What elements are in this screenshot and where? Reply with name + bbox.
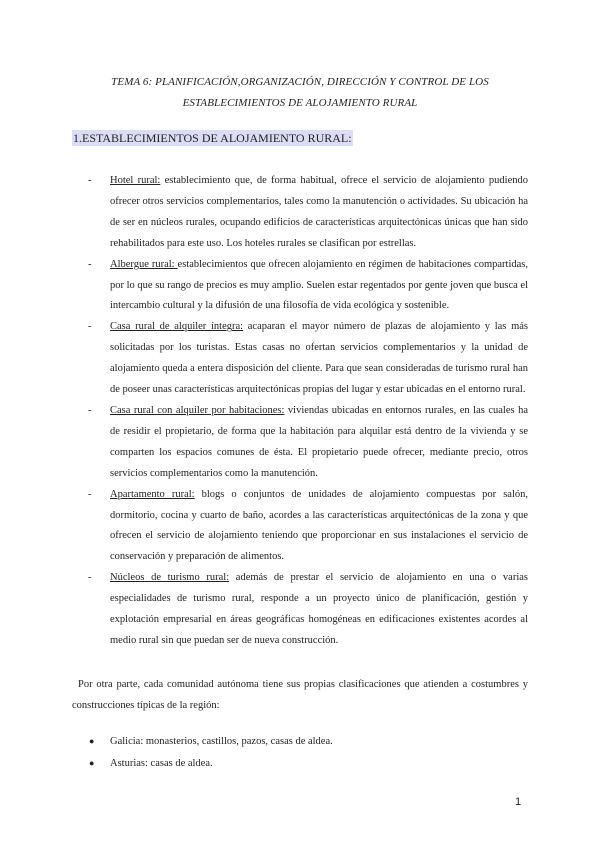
type-term: Casa rural de alquiler íntegra: — [110, 321, 244, 333]
dash-marker: - — [88, 321, 92, 333]
type-term: Apartamento rural: — [110, 488, 195, 500]
type-description: viviendas ubicadas en entornos rurales, en las cuales ha de residir el propietario, de forma que la habitación para alquilar está dentro de la vivienda y se comparten los espacios comunes de ésta. El propietario puede ofrecer, mediante precio, otros servicios complementarios como la manutención. — [110, 404, 528, 479]
dash-marker: - — [88, 175, 92, 186]
region-text: Galicia: monasterios, castillos, pazos, casas de aldea. — [110, 736, 333, 747]
list-item — [88, 731, 528, 753]
type-term: Casa rural con alquiler por habitaciones: — [110, 404, 285, 416]
intro-paragraph: Por otra parte, cada comunidad autónoma tiene sus propias clasificaciones que atienden a costumbres y construcciones típicas de la región: — [72, 679, 528, 711]
title-line-2: ESTABLECIMIENTOS DE ALOJAMIENTO RURAL — [182, 97, 418, 109]
list-item — [88, 568, 528, 652]
bullet-icon: ● — [89, 757, 95, 768]
type-term: Núcleos de turismo rural: — [110, 572, 230, 584]
list-item — [88, 255, 528, 318]
section-heading: 1.ESTABLECIMIENTOS DE ALOJAMIENTO RURAL: — [73, 131, 352, 145]
type-description: establecimientos que ofrecen alojamiento en régimen de habitaciones compartidas, por lo que su rango de precios es muy amplio. Suelen estar regentados por gente joven que busca el intercambio cultural y la difusión de una filosofía de vida ecológica y sostenible. — [110, 258, 528, 312]
type-description: establecimiento que, de forma habitual, ofrece el servicio de alojamiento pudiendo ofrecer otros servicios complementarios, tales como la manutención o actividades. Su ubicación ha de ser en núcleos rurales, ocupando edificios de características arquitectónicas únicas que han sido rehabilitados para este uso. Los hoteles rurales se clasifican por estrellas. — [110, 175, 528, 249]
title-line-1: TEMA 6: PLANIFICACIÓN,ORGANIZACIÓN, DIRECCIÓN Y CONTROL DE LOS — [111, 76, 489, 88]
document-title — [60, 72, 540, 114]
list-item — [88, 401, 528, 485]
list-item — [88, 485, 528, 569]
dash-marker: - — [88, 258, 92, 270]
dash-marker: - — [88, 572, 92, 584]
type-term: Albergue rural: — [110, 258, 178, 270]
bullet-icon: ● — [89, 736, 95, 746]
type-description: además de prestar el servicio de alojamiento en una o varias especialidades de turismo rural, responde a un proyecto único de planificación, gestión y explotación empresarial en áreas geográficas homogéneas en edificaciones existentes acordes al medio rural sin que puedan ser de nueva construcción. — [110, 572, 529, 646]
list-item — [88, 753, 528, 775]
type-description: blogs o conjuntos de unidades de alojamiento compuestas por salón, dormitorio, cocina y cuarto de baño, acordes a las características arquitectónicas de la zona y que ofrecen el servicio de alojamiento teniendo que proporcionar en sus instalaciones el servicio de conservación y preparación de alimentos. — [110, 488, 528, 563]
type-term: Hotel rural: — [110, 175, 161, 186]
list-item — [88, 317, 528, 401]
dash-marker: - — [88, 488, 92, 500]
region-text: Asturias: casas de aldea. — [110, 757, 213, 769]
type-description: acaparan el mayor número de plazas de alojamiento y las más solicitadas por los turistas. Estas casas no ofertan servicios complementarios y la unidad de alojamiento queda a entera disposición del cliente. Para que sean consideradas de turismo rural han de poseer unas características arquitectónicas propias del lugar y estar ubicadas en el entorno rural. — [110, 321, 528, 396]
page-number: 1 — [515, 796, 522, 808]
regions-list — [88, 731, 528, 774]
dash-marker: - — [88, 404, 92, 416]
list-item — [88, 171, 528, 255]
accommodation-types-list — [88, 171, 528, 652]
